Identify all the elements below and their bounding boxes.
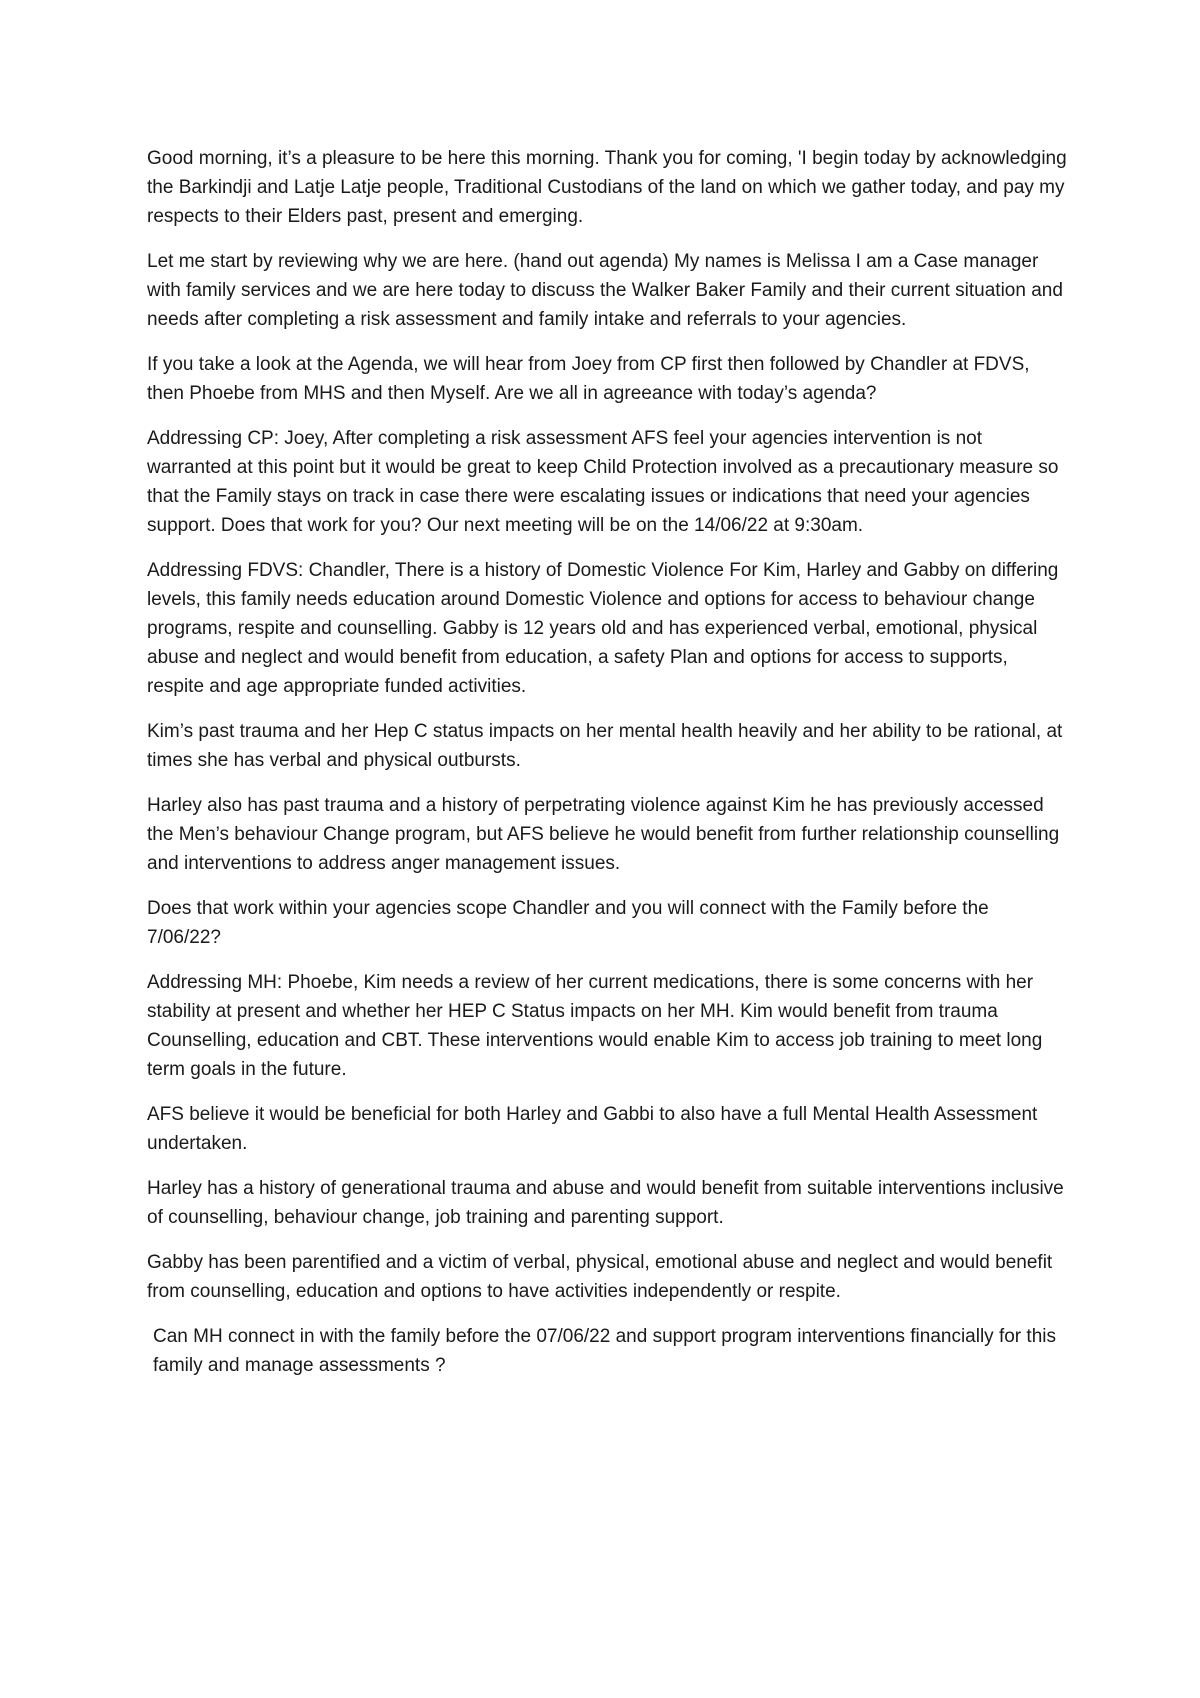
paragraph-harley-interventions: Harley has a history of generational trauma and abuse and would benefit from suitable interventions inclusive of counselling, behaviour change, job training and parenting support.: [147, 1178, 1064, 1228]
paragraph-introduction: Let me start by reviewing why we are here. (hand out agenda) My names is Melissa I am a Case manager with family services and we are here today to discuss the Walker Baker Family and their current situation and needs after completing a risk assessment and family intake and referrals to your agencies.: [147, 251, 1063, 330]
paragraph-fdvs-question: Does that work within your agencies scope Chandler and you will connect with the Family before the 7/06/22?: [147, 898, 989, 948]
paragraph-addressing-cp: Addressing CP: Joey, After completing a risk assessment AFS feel your agencies intervention is not warranted at this point but it would be great to keep Child Protection involved as a precautionary measure so that the Family stays on track in case there were escalating issues or indications that need your agencies support. Does that work for you? Our next meeting will be on the 14/06/22 at 9:30am.: [147, 428, 1059, 536]
document-body: [147, 144, 1067, 1396]
paragraph-acknowledgement: Good morning, it’s a pleasure to be here this morning. Thank you for coming, 'I begin today by acknowledging the Barkindji and Latje Latje people, Traditional Custodians of the land on which we gather today, and pay my respects to their Elders past, present and emerging.: [147, 148, 1067, 227]
paragraph-mh-question: Can MH connect in with the family before the 07/06/22 and support program interventions financially for this family and manage assessments ?: [153, 1326, 1056, 1376]
paragraph-addressing-mh: Addressing MH: Phoebe, Kim needs a review of her current medications, there is some concerns with her stability at present and whether her HEP C Status impacts on her MH. Kim would benefit from trauma Counselling, education and CBT. These interventions would enable Kim to access job training to meet long term goals in the future.: [147, 972, 1043, 1080]
paragraph-gabby-interventions: Gabby has been parentified and a victim of verbal, physical, emotional abuse and neglect and would benefit from counselling, education and options to have activities independently or respite.: [147, 1252, 1053, 1302]
paragraph-harley-trauma: Harley also has past trauma and a history of perpetrating violence against Kim he has previously accessed the Men’s behaviour Change program, but AFS believe he would benefit from further relationship counselling and interventions to address anger management issues.: [147, 795, 1060, 874]
paragraph-kim-trauma: Kim’s past trauma and her Hep C status impacts on her mental health heavily and her ability to be rational, at times she has verbal and physical outbursts.: [147, 721, 1063, 771]
paragraph-agenda: If you take a look at the Agenda, we will hear from Joey from CP first then followed by Chandler at FDVS, then Phoebe from MHS and then Myself. Are we all in agreeance with today’s agenda?: [147, 354, 1030, 404]
paragraph-mental-health-assessment: AFS believe it would be beneficial for both Harley and Gabbi to also have a full Mental Health Assessment undertaken.: [147, 1104, 1038, 1154]
paragraph-addressing-fdvs: Addressing FDVS: Chandler, There is a history of Domestic Violence For Kim, Harley and Gabby on differing levels, this family needs education around Domestic Violence and options for access to behaviour change programs, respite and counselling. Gabby is 12 years old and has experienced verbal, emotional, physical abuse and neglect and would benefit from education, a safety Plan and options for access to supports, respite and age appropriate funded activities.: [147, 560, 1059, 697]
